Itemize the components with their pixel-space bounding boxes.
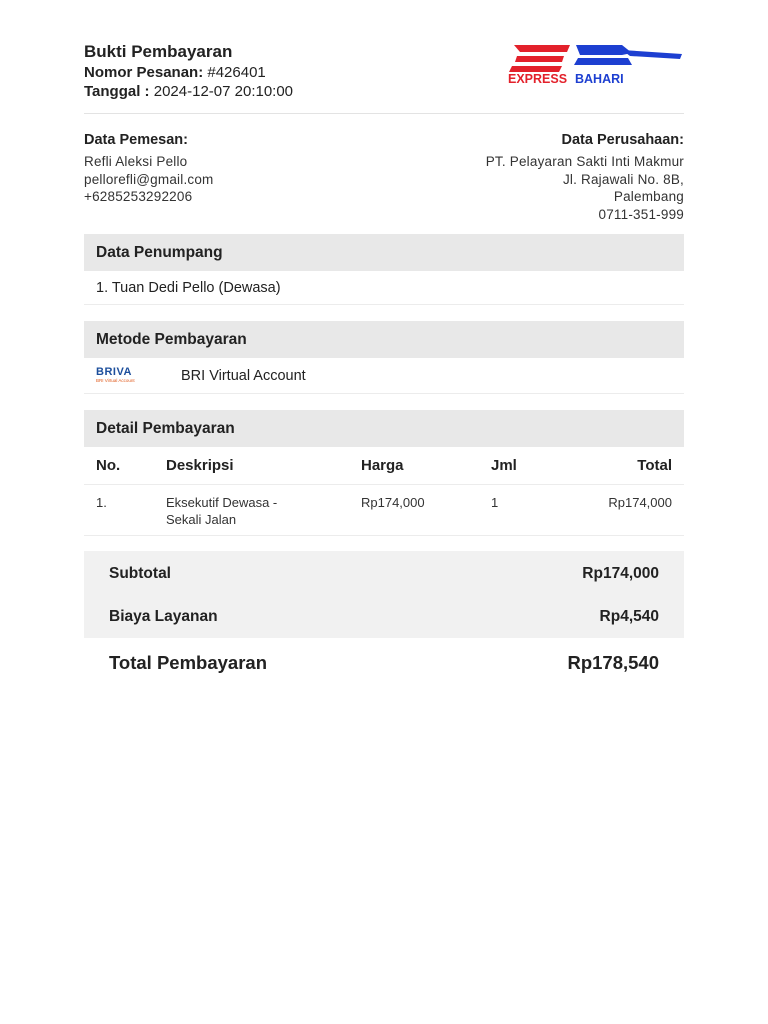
page-title: Bukti Pembayaran [84,42,233,61]
parties [84,114,684,234]
cell-price: Rp174,000 [361,495,425,510]
customer-email: pellorefli@gmail.com [84,171,214,187]
customer-name: Refli Aleksi Pello [84,154,188,169]
col-header-price: Harga [361,457,404,474]
briva-logo-text: BRIVA [96,366,132,378]
grand-total-value: Rp178,540 [567,652,659,673]
briva-logo [96,367,148,384]
logo-stripe-red-2 [515,56,564,62]
cell-desc [166,494,361,535]
subtotal-row [109,551,659,595]
order-number [84,64,266,81]
col-header-no: No. [96,457,121,474]
company-address-1: Jl. Rajawali No. 8B, [562,171,684,187]
order-date-label: Tanggal : [84,83,150,100]
logo-wing [622,50,682,59]
service-fee-value: Rp4,540 [599,608,659,625]
subtotal-label: Subtotal [109,565,171,582]
logo-stripe-blue-1 [576,45,632,55]
company-name: PT. Pelayaran Sakti Inti Makmur [485,154,684,169]
payment-method-row [84,358,684,394]
order-date-value: 2024-12-07 20:10:00 [153,83,294,100]
cell-desc-line-1: Eksekutif Dewasa - [166,495,278,510]
order-number-value: #426401 [207,64,266,81]
grand-total-row [84,638,684,674]
company-heading: Data Perusahaan: [561,132,684,148]
table-row [84,485,684,536]
payment-method-name: BRI Virtual Account [181,367,306,384]
payment-method-heading: Metode Pembayaran [84,321,684,358]
cell-desc-line-2: Sekali Jalan [166,512,237,527]
logo-text-express: EXPRESS [508,72,568,84]
payment-table-header [84,447,684,485]
company-address-2: Palembang [613,189,684,204]
cell-total: Rp174,000 [608,495,672,510]
logo-stripe-blue-2 [574,58,632,65]
service-fee-label: Biaya Layanan [109,608,218,625]
payment-detail-heading: Detail Pembayaran [84,410,684,447]
service-fee-row [109,595,659,626]
company-info [486,132,684,223]
briva-logo-subtext: BRI Virtual Account [96,378,135,383]
totals-box [84,551,684,638]
express-bahari-logo [504,42,684,84]
company-phone: 0711-351-999 [598,206,684,222]
logo-stripe-red-1 [514,45,570,52]
logo-text-bahari: BAHARI [575,72,624,84]
passenger-section-heading: Data Penumpang [84,234,684,271]
col-header-qty: Jml [491,457,517,474]
receipt [84,36,684,674]
cell-qty: 1 [491,495,499,510]
col-header-desc: Deskripsi [166,457,234,474]
grand-total-label: Total Pembayaran [109,652,267,673]
customer-heading: Data Pemesan: [84,132,188,148]
cell-no: 1. [96,495,107,510]
order-number-label: Nomor Pesanan: [84,64,204,81]
col-header-total: Total [637,457,672,474]
receipt-header [84,36,684,114]
order-date [84,83,293,100]
passenger-item: 1. Tuan Dedi Pello (Dewasa) [84,271,684,305]
customer-info [84,132,214,206]
customer-phone: +6285253292206 [84,189,193,204]
subtotal-value: Rp174,000 [582,565,659,582]
